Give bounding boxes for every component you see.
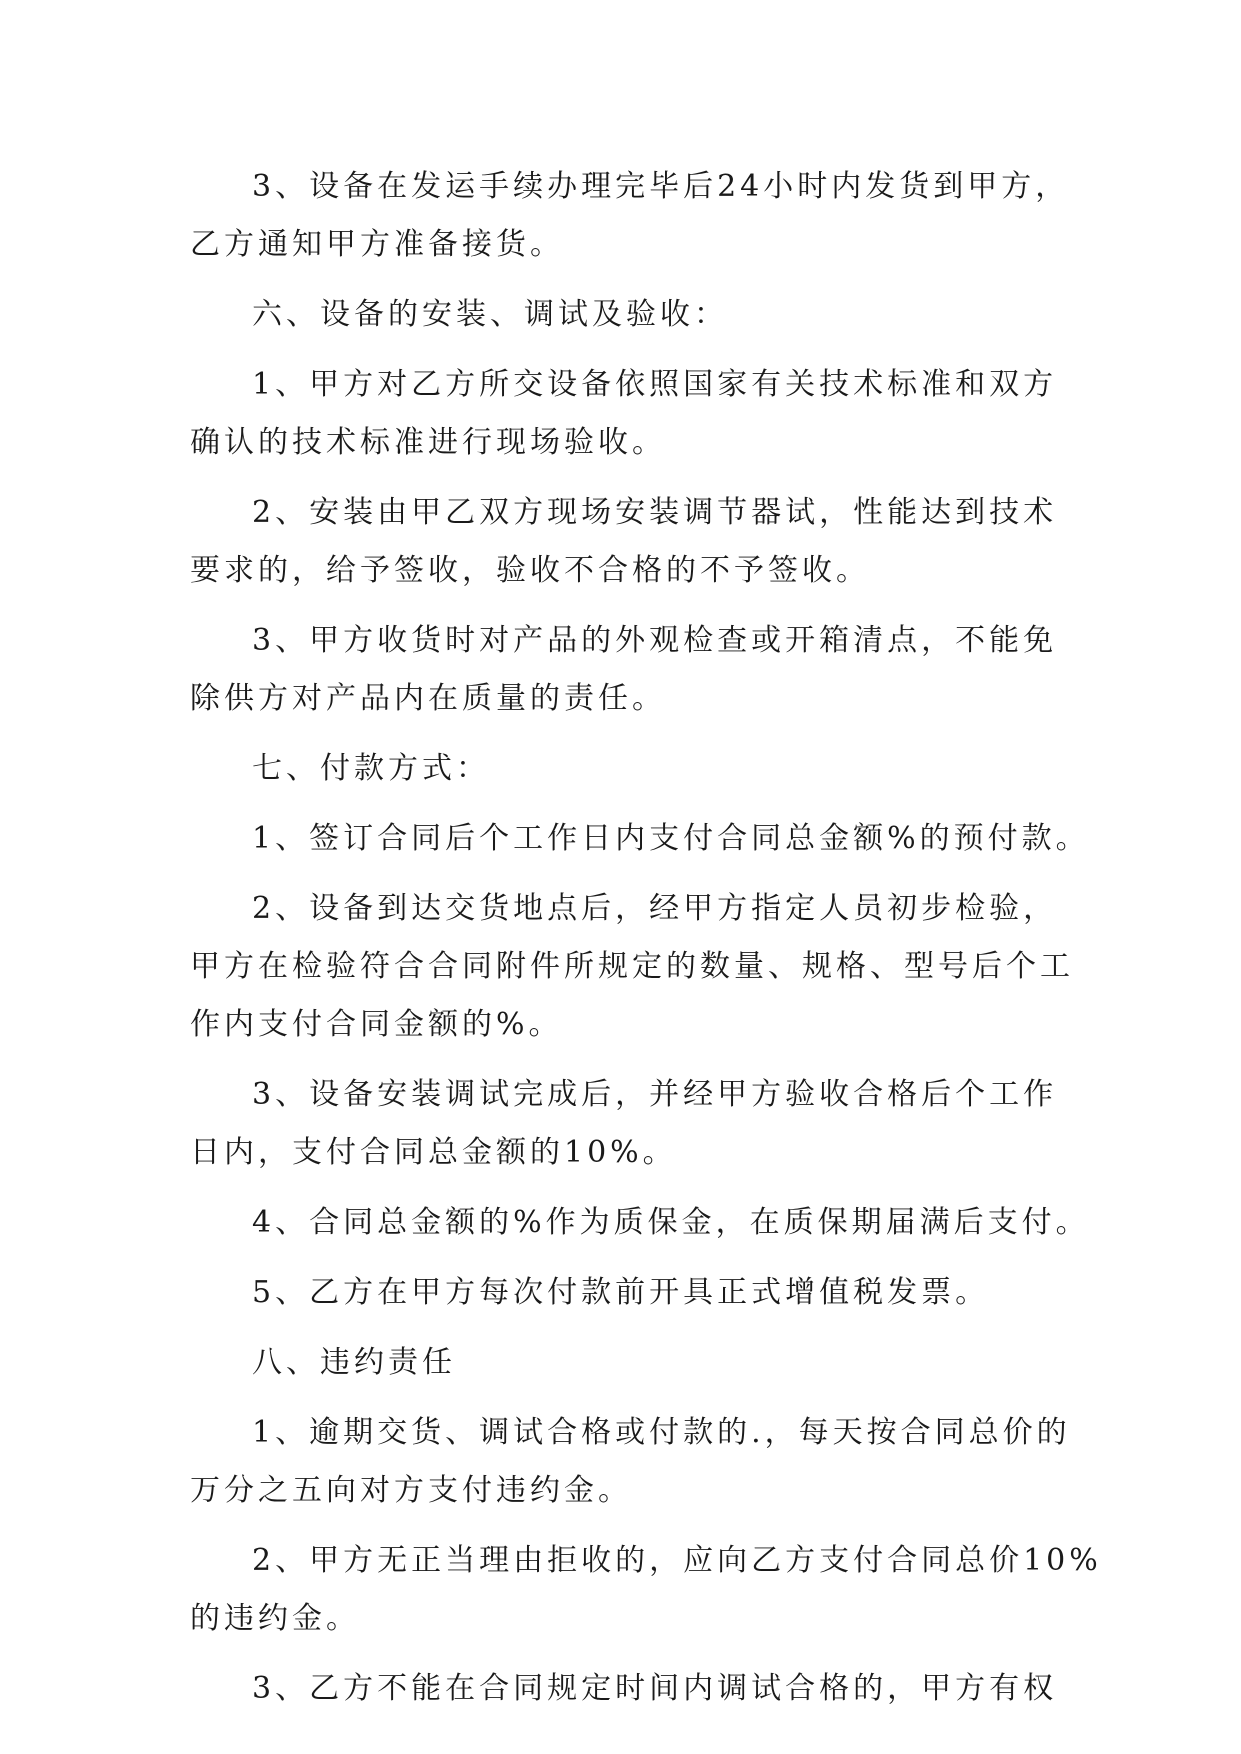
text-line: 确认的技术标准进行现场验收。 <box>190 425 666 460</box>
text-line: 万分之五向对方支付违约金。 <box>190 1473 632 1508</box>
text-line: 乙方通知甲方准备接货。 <box>190 227 564 262</box>
paragraph-gap <box>190 868 1070 880</box>
paragraph-gap <box>190 1520 1070 1532</box>
document-body <box>190 158 1102 1718</box>
text-line: 除供方对产品内在质量的责任。 <box>190 681 666 716</box>
paragraph-gap <box>190 728 1070 740</box>
text-line: 的违约金。 <box>190 1601 360 1636</box>
paragraph-gap <box>190 1252 1070 1264</box>
text-line: 2、甲方无正当理由拒收的，应向乙方支付合同总价10% <box>252 1543 1102 1578</box>
paragraph-gap <box>190 344 1070 356</box>
text-line: 5、乙方在甲方每次付款前开具正式增值税发票。 <box>252 1275 990 1310</box>
paragraph-gap <box>190 1054 1070 1066</box>
text-line: 1、甲方对乙方所交设备依照国家有关技术标准和双方 <box>252 367 1058 402</box>
paragraph-gap <box>190 1182 1070 1194</box>
paragraph-gap <box>190 600 1070 612</box>
text-line: 日内，支付合同总金额的10%。 <box>190 1135 677 1170</box>
text-line: 3、乙方不能在合同规定时间内调试合格的，甲方有权 <box>252 1671 1058 1706</box>
text-line: 2、安装由甲乙双方现场安装调节器试，性能达到技术 <box>252 495 1058 530</box>
paragraph-gap <box>190 1392 1070 1404</box>
text-line: 七、付款方式： <box>252 751 490 786</box>
text-line: 八、违约责任 <box>252 1345 456 1380</box>
paragraph-gap <box>190 1322 1070 1334</box>
paragraph-gap <box>190 274 1070 286</box>
paragraph-gap <box>190 472 1070 484</box>
text-line: 甲方在检验符合合同附件所规定的数量、规格、型号后个工 <box>190 949 1074 984</box>
text-line: 3、设备安装调试完成后，并经甲方验收合格后个工作 <box>252 1077 1058 1112</box>
text-line: 3、设备在发运手续办理完毕后24小时内发货到甲方， <box>252 169 1070 204</box>
text-line: 2、设备到达交货地点后，经甲方指定人员初步检验， <box>252 891 1058 926</box>
paragraph-gap <box>190 1648 1070 1660</box>
text-line: 1、逾期交货、调试合格或付款的.，每天按合同总价的 <box>252 1415 1071 1450</box>
paragraph-gap <box>190 798 1070 810</box>
text-line: 要求的，给予签收，验收不合格的不予签收。 <box>190 553 870 588</box>
text-line: 作内支付合同金额的%。 <box>190 1007 563 1042</box>
text-line: 4、合同总金额的%作为质保金，在质保期届满后支付。 <box>252 1205 1090 1240</box>
text-line: 六、设备的安装、调试及验收： <box>252 297 728 332</box>
text-line: 3、甲方收货时对产品的外观检查或开箱清点，不能免 <box>252 623 1058 658</box>
text-line: 1、签订合同后个工作日内支付合同总金额%的预付款。 <box>252 821 1090 856</box>
